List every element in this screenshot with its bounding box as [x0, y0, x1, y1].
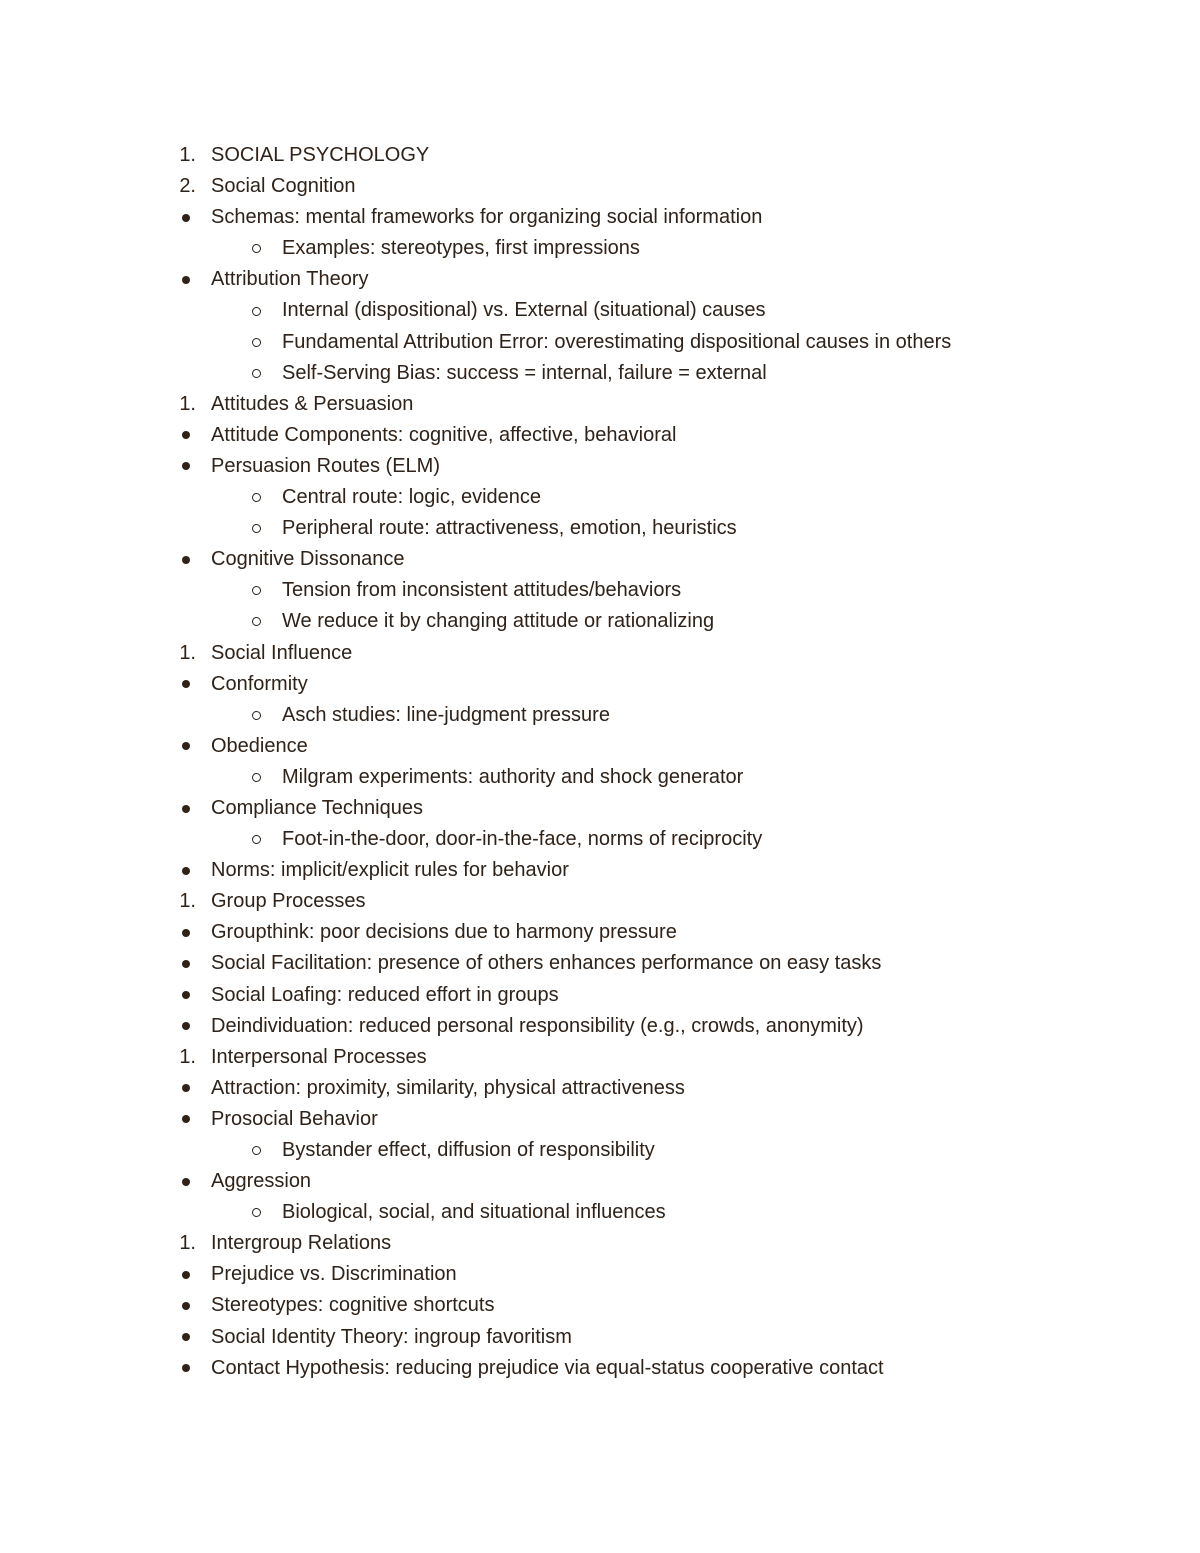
bullet-item — [0, 1073, 1200, 1104]
filled-bullet-icon — [172, 948, 202, 979]
line-text: Schemas: mental frameworks for organizing social information — [211, 206, 763, 229]
hollow-bullet-icon — [247, 762, 265, 793]
bullet-item — [0, 1104, 1200, 1135]
line-text: Tension from inconsistent attitudes/behaviors — [282, 579, 682, 602]
filled-bullet-icon — [172, 544, 202, 575]
bullet-item — [0, 917, 1200, 948]
sub-bullet-item — [0, 762, 1200, 793]
filled-bullet-icon — [172, 669, 202, 700]
list-number — [172, 638, 202, 669]
line-text: Social Facilitation: presence of others enhances performance on easy tasks — [211, 952, 882, 975]
bullet-item — [0, 544, 1200, 575]
hollow-bullet-icon — [247, 606, 265, 637]
line-text: Examples: stereotypes, first impressions — [282, 237, 640, 260]
filled-bullet-icon — [172, 793, 202, 824]
filled-circle-icon — [182, 1333, 190, 1341]
list-number — [172, 886, 202, 917]
filled-bullet-icon — [172, 420, 202, 451]
sub-bullet-item — [0, 824, 1200, 855]
line-text: Social Influence — [211, 641, 353, 664]
numbered-heading — [0, 1042, 1200, 1073]
hollow-circle-icon — [252, 773, 261, 782]
filled-bullet-icon — [172, 1353, 202, 1384]
filled-bullet-icon — [172, 1290, 202, 1321]
line-text: Social Cognition — [211, 175, 356, 198]
bullet-item — [0, 793, 1200, 824]
line-text: Peripheral route: attractiveness, emotion, heuristics — [282, 517, 737, 540]
numbered-heading — [0, 140, 1200, 171]
filled-bullet-icon — [172, 1259, 202, 1290]
bullet-item — [0, 855, 1200, 886]
line-text: Attraction: proximity, similarity, physical attractiveness — [211, 1076, 685, 1099]
line-text: Deindividuation: reduced personal responsibility (e.g., crowds, anonymity) — [211, 1014, 864, 1037]
hollow-bullet-icon — [247, 295, 265, 326]
bullet-item — [0, 264, 1200, 295]
hollow-circle-icon — [252, 524, 261, 533]
line-text: Aggression — [211, 1170, 312, 1193]
filled-circle-icon — [182, 1178, 190, 1186]
hollow-circle-icon — [252, 244, 261, 253]
list-number — [172, 140, 202, 171]
list-number-text: 1. — [179, 392, 196, 415]
numbered-heading — [0, 171, 1200, 202]
bullet-item — [0, 1166, 1200, 1197]
filled-circle-icon — [182, 276, 190, 284]
bullet-item — [0, 1290, 1200, 1321]
line-text: Asch studies: line-judgment pressure — [282, 703, 610, 726]
sub-bullet-item — [0, 358, 1200, 389]
document-page — [0, 140, 1200, 1384]
line-text: Bystander effect, diffusion of responsibility — [282, 1139, 655, 1161]
hollow-circle-icon — [252, 586, 261, 595]
filled-circle-icon — [182, 991, 190, 999]
sub-bullet-item — [0, 513, 1200, 544]
numbered-heading — [0, 1228, 1200, 1259]
line-text: Stereotypes: cognitive shortcuts — [211, 1294, 495, 1317]
numbered-heading — [0, 389, 1200, 420]
filled-circle-icon — [182, 867, 190, 875]
filled-circle-icon — [182, 1364, 190, 1372]
line-text: Interpersonal Processes — [211, 1045, 427, 1068]
bullet-item — [0, 1259, 1200, 1290]
hollow-bullet-icon — [247, 824, 265, 855]
filled-bullet-icon — [172, 980, 202, 1011]
hollow-bullet-icon — [247, 233, 265, 264]
line-text: Attitudes & Persuasion — [211, 392, 414, 415]
sub-bullet-item — [0, 327, 1200, 358]
filled-bullet-icon — [172, 1322, 202, 1353]
line-text: We reduce it by changing attitude or rationalizing — [282, 610, 715, 633]
hollow-circle-icon — [252, 338, 261, 347]
line-text: SOCIAL PSYCHOLOGY — [211, 144, 430, 166]
line-text: Fundamental Attribution Error: overestimating dispositional causes in others — [282, 330, 952, 353]
hollow-circle-icon — [252, 307, 261, 316]
line-text: Milgram experiments: authority and shock generator — [282, 765, 744, 788]
hollow-circle-icon — [252, 1146, 261, 1155]
hollow-bullet-icon — [247, 575, 265, 606]
filled-circle-icon — [182, 805, 190, 813]
line-text: Prosocial Behavior — [211, 1107, 378, 1130]
numbered-heading — [0, 638, 1200, 669]
filled-circle-icon — [182, 680, 190, 688]
bullet-item — [0, 669, 1200, 700]
line-text: Intergroup Relations — [211, 1232, 392, 1255]
line-text: Attribution Theory — [211, 268, 369, 291]
line-text: Norms: implicit/explicit rules for behavior — [211, 859, 569, 882]
hollow-bullet-icon — [247, 482, 265, 513]
list-number — [172, 1042, 202, 1073]
line-text: Conformity — [211, 672, 308, 695]
line-text: Central route: logic, evidence — [282, 486, 542, 509]
line-text: Cognitive Dissonance — [211, 548, 405, 571]
filled-circle-icon — [182, 929, 190, 937]
hollow-circle-icon — [252, 711, 261, 720]
sub-bullet-item — [0, 606, 1200, 637]
bullet-item — [0, 1011, 1200, 1042]
numbered-heading — [0, 886, 1200, 917]
hollow-bullet-icon — [247, 358, 265, 389]
line-text: Social Loafing: reduced effort in groups — [211, 983, 559, 1006]
filled-circle-icon — [182, 214, 190, 222]
bullet-item — [0, 420, 1200, 451]
filled-circle-icon — [182, 462, 190, 470]
list-number-text: 2. — [179, 175, 196, 198]
list-number-text: 1. — [179, 641, 196, 664]
list-number-text: 1. — [179, 1232, 196, 1255]
hollow-bullet-icon — [247, 513, 265, 544]
bullet-item — [0, 948, 1200, 979]
list-number-text: 1. — [179, 144, 196, 166]
list-number — [172, 171, 202, 202]
hollow-bullet-icon — [247, 1197, 265, 1228]
line-text: Biological, social, and situational influences — [282, 1201, 666, 1224]
line-text: Groupthink: poor decisions due to harmony pressure — [211, 921, 677, 944]
filled-circle-icon — [182, 1271, 190, 1279]
line-text: Self-Serving Bias: success = internal, failure = external — [282, 361, 767, 384]
hollow-circle-icon — [252, 493, 261, 502]
filled-bullet-icon — [172, 1011, 202, 1042]
hollow-circle-icon — [252, 1208, 261, 1217]
bullet-item — [0, 202, 1200, 233]
line-text: Persuasion Routes (ELM) — [211, 454, 440, 477]
filled-circle-icon — [182, 960, 190, 968]
sub-bullet-item — [0, 482, 1200, 513]
line-text: Obedience — [211, 734, 308, 757]
filled-circle-icon — [182, 1302, 190, 1310]
filled-circle-icon — [182, 1084, 190, 1092]
filled-circle-icon — [182, 742, 190, 750]
filled-bullet-icon — [172, 451, 202, 482]
filled-bullet-icon — [172, 731, 202, 762]
hollow-circle-icon — [252, 369, 261, 378]
filled-circle-icon — [182, 1022, 190, 1030]
filled-bullet-icon — [172, 1104, 202, 1135]
line-text: Compliance Techniques — [211, 796, 423, 819]
filled-circle-icon — [182, 556, 190, 564]
hollow-bullet-icon — [247, 700, 265, 731]
bullet-item — [0, 731, 1200, 762]
line-text: Internal (dispositional) vs. External (situational) causes — [282, 299, 766, 322]
sub-bullet-item — [0, 700, 1200, 731]
hollow-circle-icon — [252, 835, 261, 844]
line-text: Social Identity Theory: ingroup favoritism — [211, 1325, 572, 1348]
hollow-circle-icon — [252, 617, 261, 626]
line-text: Group Processes — [211, 890, 366, 913]
sub-bullet-item — [0, 233, 1200, 264]
filled-bullet-icon — [172, 917, 202, 948]
filled-circle-icon — [182, 1115, 190, 1123]
line-text: Contact Hypothesis: reducing prejudice via equal-status cooperative contact — [211, 1356, 884, 1379]
list-number — [172, 1228, 202, 1259]
filled-circle-icon — [182, 431, 190, 439]
list-number-text: 1. — [179, 1045, 196, 1068]
filled-bullet-icon — [172, 202, 202, 233]
line-text: Attitude Components: cognitive, affective, behavioral — [211, 423, 677, 446]
sub-bullet-item — [0, 1135, 1200, 1166]
filled-bullet-icon — [172, 1166, 202, 1197]
bullet-item — [0, 1353, 1200, 1384]
list-number-text: 1. — [179, 890, 196, 913]
list-number — [172, 389, 202, 420]
line-text: Prejudice vs. Discrimination — [211, 1263, 457, 1286]
line-text: Foot-in-the-door, door-in-the-face, norms of reciprocity — [282, 828, 763, 851]
sub-bullet-item — [0, 295, 1200, 326]
filled-bullet-icon — [172, 1073, 202, 1104]
bullet-item — [0, 980, 1200, 1011]
filled-bullet-icon — [172, 855, 202, 886]
sub-bullet-item — [0, 575, 1200, 606]
hollow-bullet-icon — [247, 327, 265, 358]
bullet-item — [0, 451, 1200, 482]
sub-bullet-item — [0, 1197, 1200, 1228]
hollow-bullet-icon — [247, 1135, 265, 1166]
bullet-item — [0, 1322, 1200, 1353]
filled-bullet-icon — [172, 264, 202, 295]
